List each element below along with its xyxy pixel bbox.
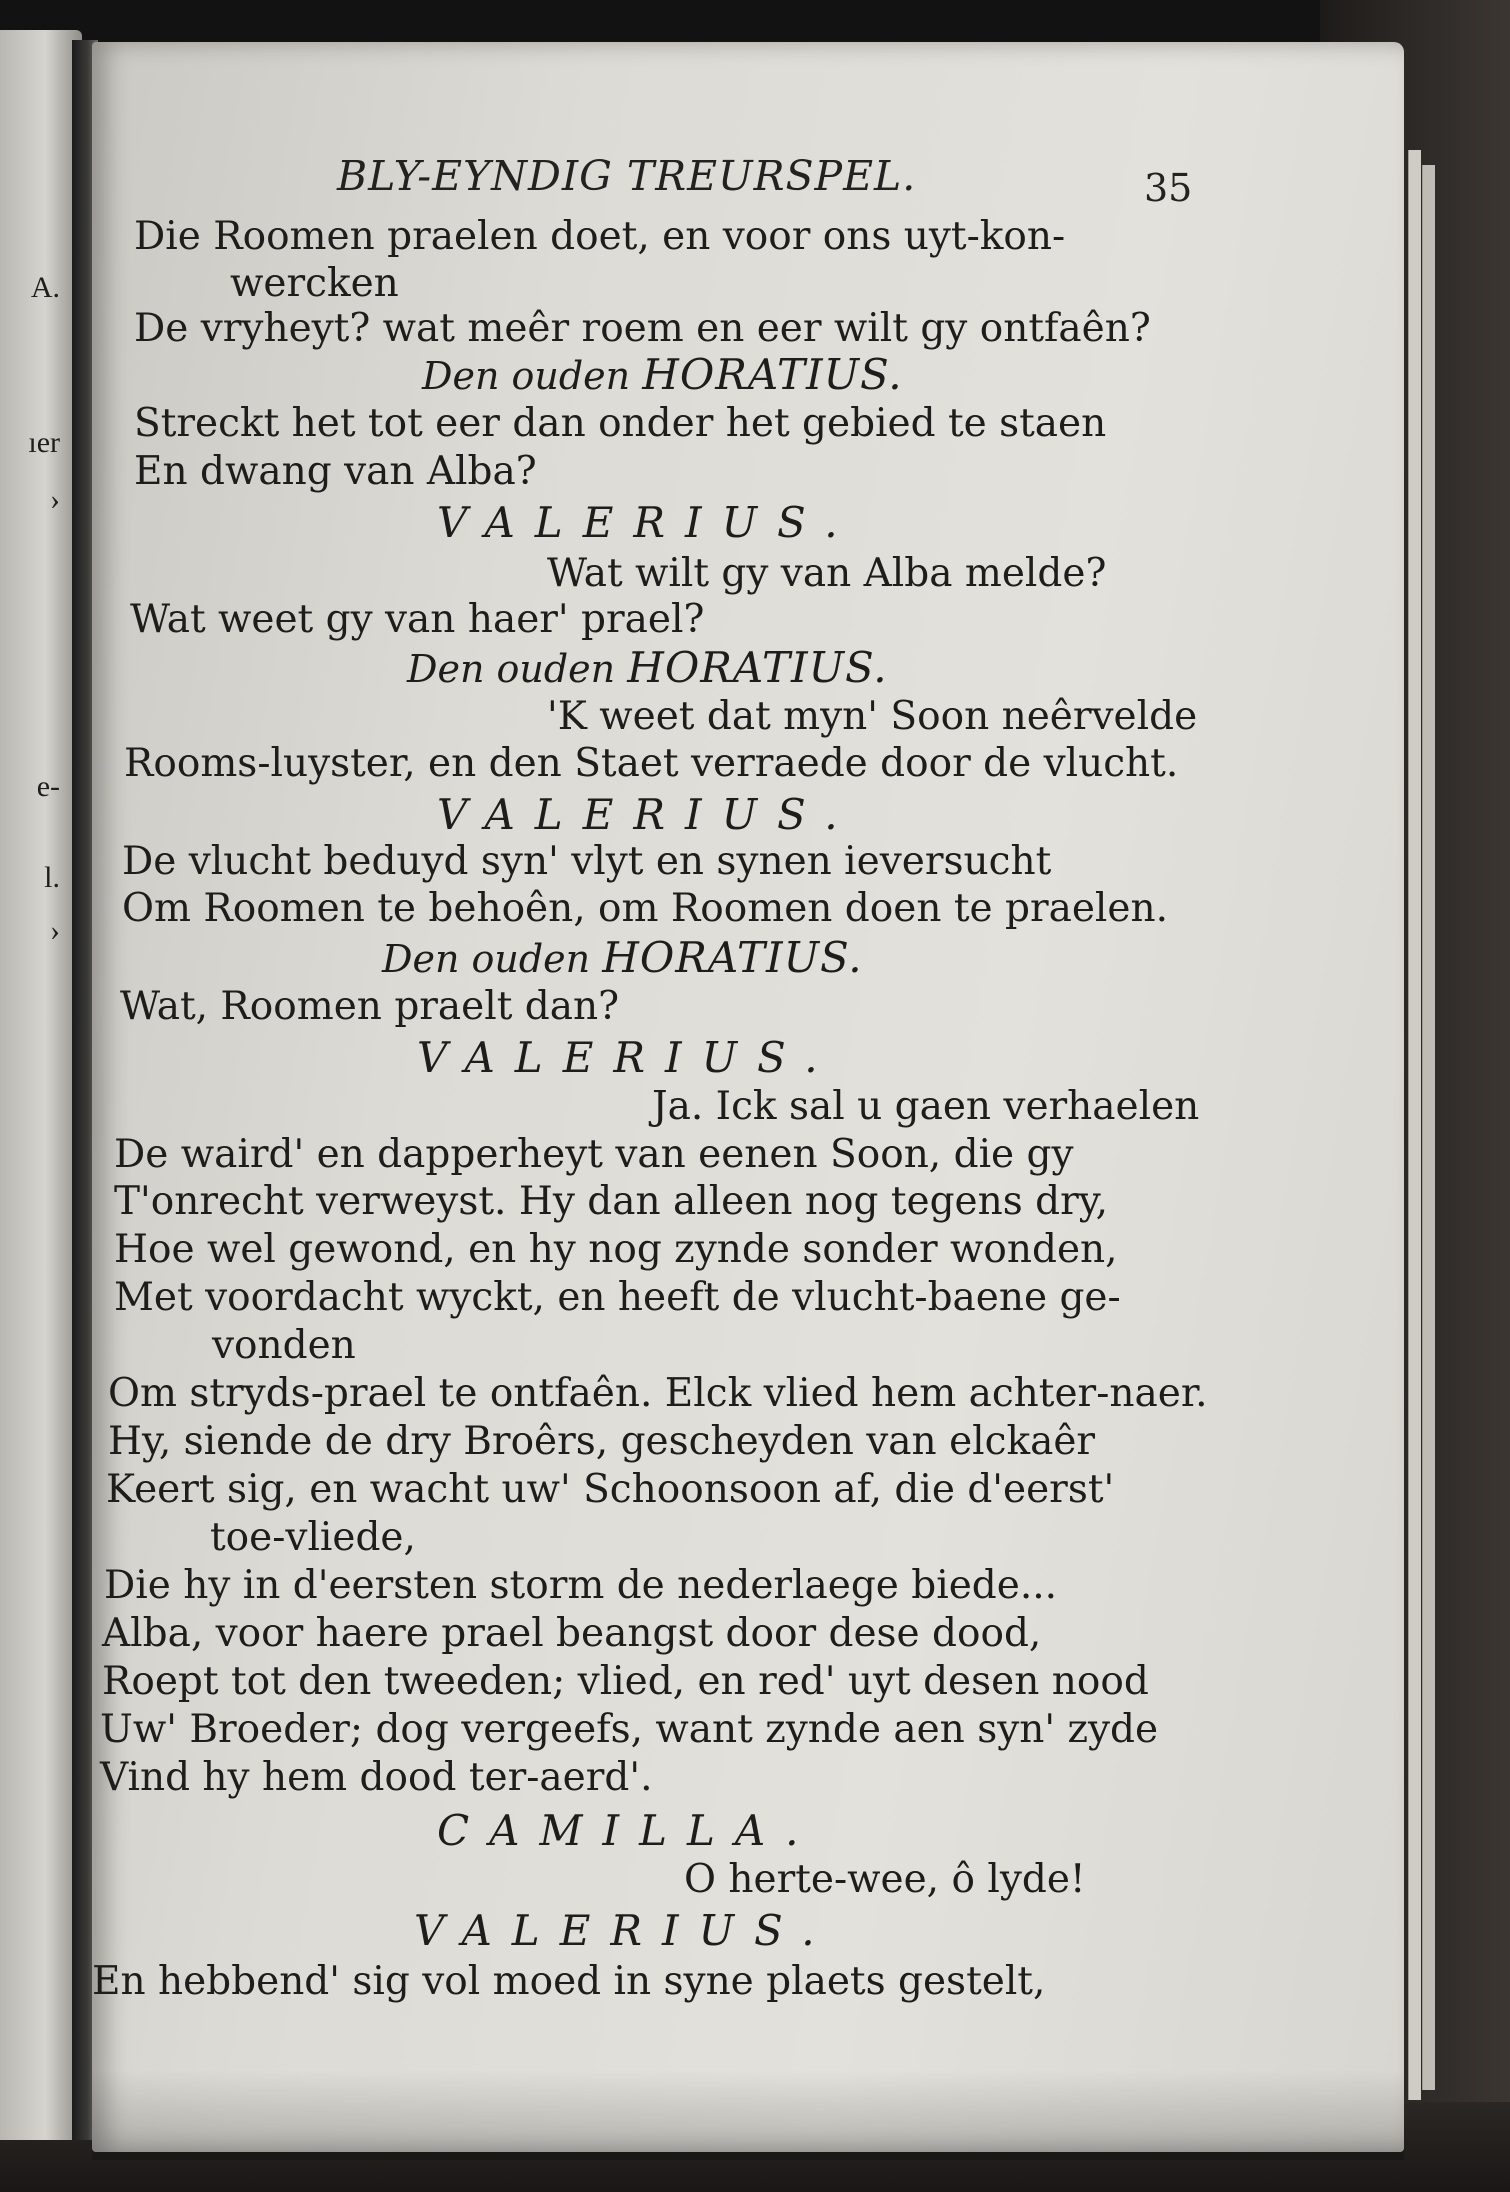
verse-line: Die Roomen praelen doet, en voor ons uyt-kon- <box>134 214 1066 259</box>
verse-line: T'onrecht verweyst. Hy dan alleen nog tegens dry, <box>114 1179 1109 1224</box>
verse-line: 'K weet dat myn' Soon neêrvelde <box>547 694 1198 739</box>
speaker-heading <box>382 933 863 982</box>
verse-line: toe-vliede, <box>210 1515 416 1560</box>
left-facing-page <box>0 30 82 2140</box>
speaker-heading: VALERIUS. <box>437 790 858 839</box>
speaker-heading: VALERIUS. <box>437 498 858 547</box>
speaker-name: HORATIUS. <box>602 933 863 982</box>
verse-line: Hoe wel gewond, en hy nog zynde sonder wonden, <box>114 1227 1118 1272</box>
verse-line: De vryheyt? wat meêr roem en eer wilt gy ontfaên? <box>134 306 1151 351</box>
verse-line: Streckt het tot eer dan onder het gebied te staen <box>134 401 1107 446</box>
book-page <box>92 42 1404 2152</box>
speaker-heading <box>422 350 903 399</box>
page-stack-edge <box>1408 150 1421 2100</box>
verse-line: Wat weet gy van haer' prael? <box>130 597 705 642</box>
verse-line: wercken <box>230 261 399 306</box>
verse-line: En hebbend' sig vol moed in syne plaets gestelt, <box>92 1959 1046 2004</box>
speaker-prefix: Den ouden <box>382 937 591 981</box>
left-page-fragment: l. <box>44 861 60 894</box>
verse-line: De waird' en dapperheyt van eenen Soon, die gy <box>114 1132 1074 1177</box>
verse-line: Die hy in d'eersten storm de nederlaege biede... <box>104 1563 1058 1608</box>
left-page-fragment: A. <box>30 271 60 304</box>
speaker-prefix: Den ouden <box>422 354 631 398</box>
verse-line: Keert sig, en wacht uw' Schoonsoon af, die d'eerst' <box>106 1467 1115 1512</box>
verse-line: En dwang van Alba? <box>134 449 537 494</box>
verse-line: De vlucht beduyd syn' vlyt en synen ieversucht <box>122 839 1052 884</box>
verse-line: vonden <box>212 1323 356 1368</box>
verse-line: Vind hy hem dood ter-aerd'. <box>100 1755 653 1800</box>
verse-line: Alba, voor haere prael beangst door dese dood, <box>102 1611 1042 1656</box>
verse-line: Om stryds-prael te ontfaên. Elck vlied hem achter-naer. <box>108 1371 1208 1416</box>
left-page-fragment: ıer <box>28 426 60 459</box>
verse-line: Roept tot den tweeden; vlied, en red' uyt desen nood <box>102 1659 1149 1704</box>
speaker-heading: VALERIUS. <box>414 1906 835 1955</box>
speaker-heading <box>407 643 888 692</box>
speaker-prefix: Den ouden <box>407 647 616 691</box>
verse-line: Wat wilt gy van Alba melde? <box>547 551 1107 596</box>
verse-line: Met voordacht wyckt, en heeft de vlucht-baene ge- <box>114 1275 1121 1320</box>
page-stack-edge <box>1422 165 1435 2090</box>
verse-line: Rooms-luyster, en den Staet verraede door de vlucht. <box>124 741 1179 786</box>
page-number: 35 <box>1144 166 1193 210</box>
speaker-heading: CAMILLA. <box>437 1806 819 1855</box>
verse-line: Om Roomen te behoên, om Roomen doen te praelen. <box>122 886 1168 931</box>
speaker-heading: VALERIUS. <box>417 1033 838 1082</box>
left-page-fragment: › <box>50 483 60 516</box>
speaker-name: HORATIUS. <box>627 643 888 692</box>
verse-line: Uw' Broeder; dog vergeefs, want zynde aen syn' zyde <box>100 1707 1159 1752</box>
verse-line: Wat, Roomen praelt dan? <box>120 984 620 1029</box>
verse-line: O herte-wee, ô lyde! <box>684 1857 1086 1902</box>
left-page-fragment: › <box>50 914 60 947</box>
speaker-name: HORATIUS. <box>642 350 903 399</box>
verse-line: Ja. Ick sal u gaen verhaelen <box>652 1084 1200 1129</box>
verse-line: Hy, siende de dry Broêrs, gescheyden van elckaêr <box>108 1419 1096 1464</box>
left-page-fragment: e- <box>36 770 60 803</box>
running-title: BLY-EYNDIG TREURSPEL. <box>337 152 917 200</box>
page-shadow <box>92 2070 1404 2160</box>
